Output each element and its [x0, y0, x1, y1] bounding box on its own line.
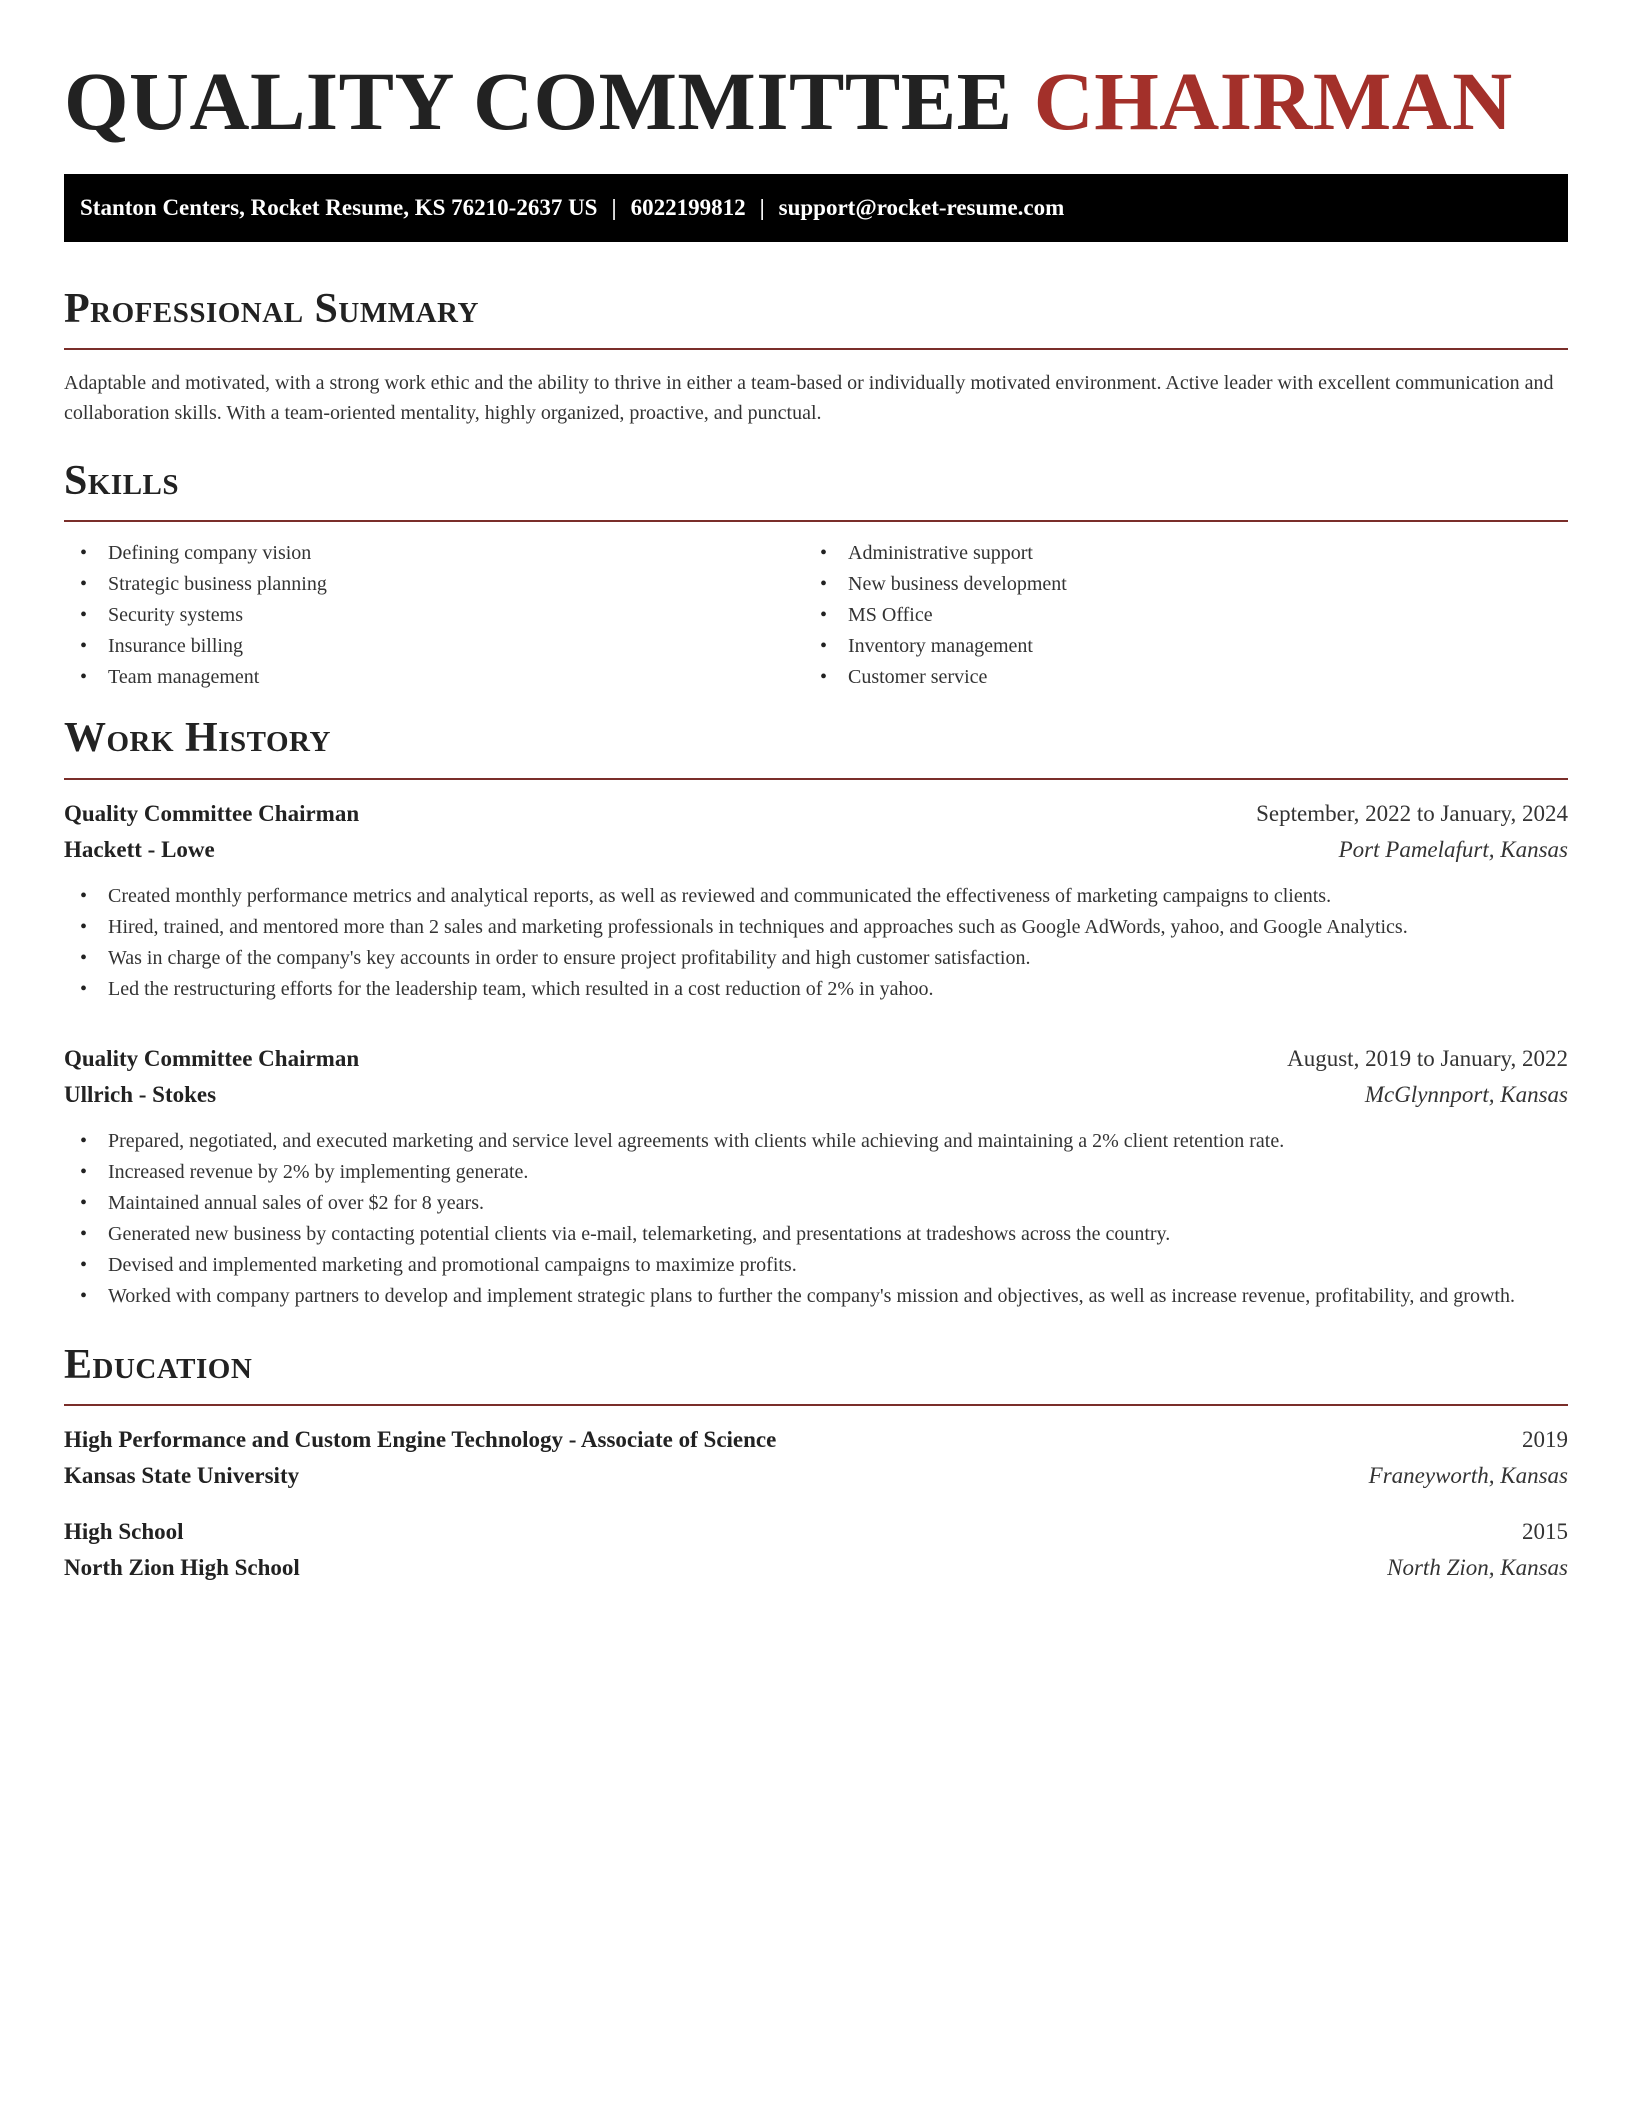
job-bullet: • Created monthly performance metrics and analytical reports, as well as reviewed and communicated the effectiveness of marketing campaigns to clients.	[64, 881, 1568, 912]
skill-item: • Insurance billing	[64, 631, 804, 662]
skills-columns	[64, 538, 1568, 693]
skill-item: • Team management	[64, 662, 804, 693]
skills-column-left	[64, 538, 804, 693]
job-header-row	[64, 1041, 1568, 1077]
skill-item: • Strategic business planning	[64, 569, 804, 600]
title-main: QUALITY COMMITTEE	[64, 55, 1013, 147]
job-company: Ullrich - Stokes	[64, 1081, 217, 1107]
contact-phone: 6022199812	[630, 194, 746, 220]
job-dates: September, 2022 to January, 2024	[1256, 800, 1568, 826]
title-accent: CHAIRMAN	[1033, 55, 1513, 147]
summary-section	[64, 284, 1568, 428]
education-degree-row	[64, 1422, 1568, 1458]
work-history-heading: Work History	[64, 715, 331, 762]
job-bullet: • Prepared, negotiated, and executed marketing and service level agreements with clients while achieving and maintaining a 2% client retention rate.	[64, 1126, 1568, 1157]
education-heading: Education	[64, 1341, 253, 1388]
skill-item: • Administrative support	[804, 538, 1544, 569]
section-divider	[64, 348, 1568, 350]
education-school: Kansas State University	[64, 1463, 300, 1489]
job-bullets	[64, 1126, 1568, 1312]
job-entry	[64, 1041, 1568, 1312]
summary-text: Adaptable and motivated, with a strong work ethic and the ability to thrive in either a team-based or individually motivated environment. Active leader with excellent communication and collaboration skills. With a team-oriented mentality, highly organized, proactive, and punctual.	[64, 371, 1554, 424]
job-dates: August, 2019 to January, 2022	[1287, 1045, 1568, 1071]
contact-address: Stanton Centers, Rocket Resume, KS 76210-2637 US	[80, 194, 598, 220]
job-bullet: • Increased revenue by 2% by implementing generate.	[64, 1157, 1568, 1188]
section-divider	[64, 1404, 1568, 1406]
education-entry	[64, 1514, 1568, 1586]
contact-separator: |	[611, 194, 617, 220]
education-section	[64, 1340, 1568, 1586]
job-title: Quality Committee Chairman	[64, 1045, 360, 1071]
job-bullet: • Maintained annual sales of over $2 for 8 years.	[64, 1188, 1568, 1219]
job-entry	[64, 796, 1568, 1005]
job-bullet: • Devised and implemented marketing and promotional campaigns to maximize profits.	[64, 1250, 1568, 1281]
skill-item: • Security systems	[64, 600, 804, 631]
section-divider	[64, 520, 1568, 522]
education-school: North Zion High School	[64, 1555, 300, 1581]
skill-item: • New business development	[804, 569, 1544, 600]
skill-item: • MS Office	[804, 600, 1544, 631]
job-company: Hackett - Lowe	[64, 836, 215, 862]
resume-title	[64, 52, 1568, 152]
skills-section	[64, 456, 1568, 693]
education-degree-row	[64, 1514, 1568, 1550]
job-bullet: • Was in charge of the company's key accounts in order to ensure project profitability and high customer satisfaction.	[64, 943, 1568, 974]
skills-column-right	[804, 538, 1544, 693]
job-company-row	[64, 832, 1568, 868]
education-year: 2015	[1522, 1519, 1568, 1545]
education-degree: High School	[64, 1519, 184, 1545]
skill-item: • Defining company vision	[64, 538, 804, 569]
job-bullet: • Generated new business by contacting potential clients via e-mail, telemarketing, and presentations at tradeshows across the country.	[64, 1219, 1568, 1250]
education-location: North Zion, Kansas	[1387, 1555, 1568, 1581]
job-bullet: • Led the restructuring efforts for the leadership team, which resulted in a cost reduction of 2% in yahoo.	[64, 974, 1568, 1005]
job-bullet: • Hired, trained, and mentored more than 2 sales and marketing professionals in techniques and approaches such as Google AdWords, yahoo, and Google Analytics.	[64, 912, 1568, 943]
job-header-row	[64, 796, 1568, 832]
skills-heading: Skills	[64, 457, 180, 504]
contact-email: support@rocket-resume.com	[778, 194, 1065, 220]
education-school-row	[64, 1458, 1568, 1494]
section-divider	[64, 778, 1568, 780]
skill-item: • Customer service	[804, 662, 1544, 693]
work-history-section	[64, 713, 1568, 1311]
job-location: McGlynnport, Kansas	[1364, 1081, 1568, 1107]
job-company-row	[64, 1077, 1568, 1113]
summary-heading: Professional Summary	[64, 285, 479, 332]
job-bullet: • Worked with company partners to develop and implement strategic plans to further the company's mission and objectives, as well as increase revenue, profitability, and growth.	[64, 1281, 1568, 1312]
education-school-row	[64, 1550, 1568, 1586]
education-entry	[64, 1422, 1568, 1494]
job-location: Port Pamelafurt, Kansas	[1338, 836, 1568, 862]
education-year: 2019	[1522, 1427, 1568, 1453]
education-degree: High Performance and Custom Engine Technology - Associate of Science	[64, 1427, 777, 1453]
contact-bar	[64, 174, 1568, 242]
job-title: Quality Committee Chairman	[64, 800, 360, 826]
skill-item: • Inventory management	[804, 631, 1544, 662]
contact-separator: |	[759, 194, 765, 220]
education-location: Franeyworth, Kansas	[1368, 1463, 1568, 1489]
job-bullets	[64, 881, 1568, 1005]
